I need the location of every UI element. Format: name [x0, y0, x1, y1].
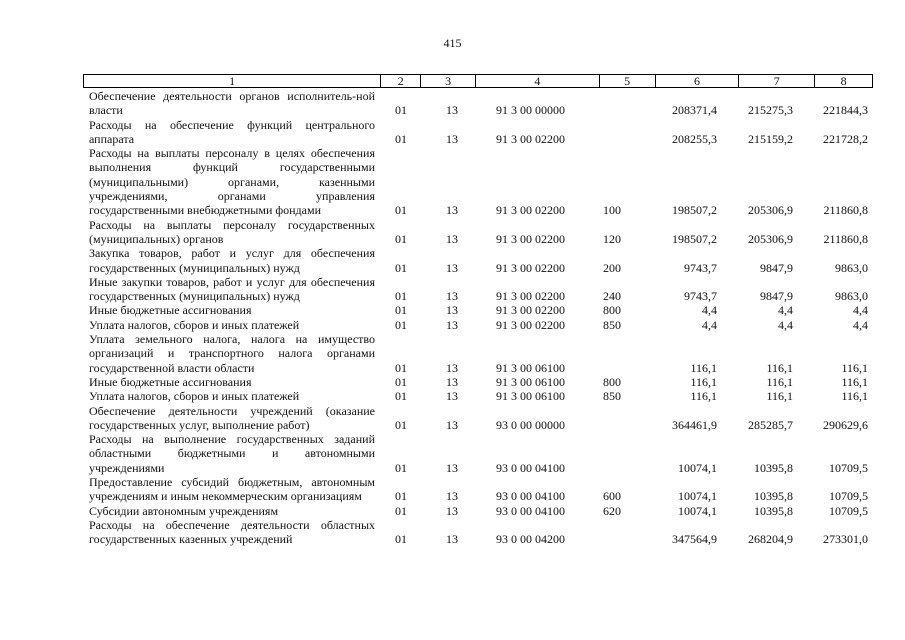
- row-name: Закупка товаров, работ и услуг для обеспечения государственных (муниципальных) нужд: [89, 246, 375, 275]
- amount-year-1: 9743,7: [684, 260, 717, 275]
- header-col-4: 4: [476, 75, 600, 87]
- target-article-code: 91 3 00 06100: [496, 374, 565, 389]
- subsection-code: 13: [446, 303, 458, 318]
- section-code: 01: [395, 489, 407, 504]
- header-col-1: 1: [84, 75, 381, 87]
- amount-year-1: 10074,1: [678, 460, 717, 475]
- amount-year-1: 9743,7: [684, 289, 717, 304]
- subsection-code: 13: [446, 317, 458, 332]
- amount-year-2: 4,4: [778, 317, 793, 332]
- table-row: [0, 504, 905, 518]
- amount-year-1: 4,4: [702, 303, 717, 318]
- row-name: Субсидии автономным учреждениям: [89, 503, 279, 518]
- amount-year-2: 10395,8: [754, 460, 793, 475]
- row-name: Расходы на обеспечение функций центрального аппарата: [89, 117, 375, 146]
- table-row: [0, 389, 905, 403]
- section-code: 01: [395, 360, 407, 375]
- subsection-code: 13: [446, 360, 458, 375]
- amount-year-3: 221844,3: [823, 103, 868, 118]
- amount-year-2: 285285,7: [748, 417, 793, 432]
- row-name: Иные бюджетные ассигнования: [89, 374, 252, 389]
- header-col-3: 3: [421, 75, 476, 87]
- amount-year-1: 116,1: [690, 374, 717, 389]
- target-article-code: 91 3 00 02200: [496, 303, 565, 318]
- section-code: 01: [395, 231, 407, 246]
- amount-year-1: 10074,1: [678, 489, 717, 504]
- table-row: [0, 218, 905, 247]
- amount-year-2: 4,4: [778, 303, 793, 318]
- subsection-code: 13: [446, 460, 458, 475]
- amount-year-2: 9847,9: [760, 289, 793, 304]
- row-name: Расходы на выплаты персоналу в целях обеспечения выполнения функций государственными (муниципальными) органами, казенными учреждениями, органами управления государственными внебюджетными фондами: [89, 146, 375, 218]
- row-name: Обеспечение деятельности учреждений (оказание государственных услуг, выполнение работ): [89, 403, 375, 432]
- expense-type-code: 800: [603, 374, 621, 389]
- amount-year-1: 347564,9: [672, 532, 717, 547]
- table-row: [0, 375, 905, 389]
- subsection-code: 13: [446, 231, 458, 246]
- table-row: [0, 432, 905, 475]
- target-article-code: 91 3 00 02200: [496, 131, 565, 146]
- amount-year-3: 116,1: [841, 389, 868, 404]
- table-row: [0, 475, 905, 504]
- expense-type-code: 100: [603, 203, 621, 218]
- row-name: Расходы на обеспечение деятельности областных государственных казенных учреждений: [89, 517, 375, 547]
- amount-year-3: 211860,8: [823, 203, 868, 218]
- section-code: 01: [395, 460, 407, 475]
- header-col-8: 8: [840, 74, 847, 88]
- expense-type-code: 850: [603, 317, 621, 332]
- expense-type-code: 850: [603, 389, 621, 404]
- row-name: Иные бюджетные ассигнования: [89, 303, 252, 318]
- amount-year-1: 4,4: [702, 317, 717, 332]
- amount-year-2: 215275,3: [748, 103, 793, 118]
- row-name: Предоставление субсидий бюджетным, автономным учреждениям и иным некоммерческим организациям: [89, 475, 375, 504]
- amount-year-3: 10709,5: [829, 489, 868, 504]
- table-row: [0, 518, 905, 547]
- subsection-code: 13: [446, 503, 458, 518]
- amount-year-3: 9863,0: [835, 289, 868, 304]
- amount-year-3: 9863,0: [835, 260, 868, 275]
- table-header: [83, 74, 873, 88]
- amount-year-3: 273301,0: [823, 532, 868, 547]
- amount-year-1: 208371,4: [672, 103, 717, 118]
- target-article-code: 91 3 00 02200: [496, 203, 565, 218]
- table-row: [0, 246, 905, 275]
- amount-year-3: 290629,6: [823, 417, 868, 432]
- expense-type-code: 240: [603, 289, 621, 304]
- amount-year-1: 364461,9: [672, 417, 717, 432]
- target-article-code: 93 0 00 04200: [496, 532, 565, 547]
- table-body: [0, 89, 905, 547]
- target-article-code: 91 3 00 02200: [496, 317, 565, 332]
- amount-year-3: 10709,5: [829, 503, 868, 518]
- amount-year-2: 215159,2: [748, 131, 793, 146]
- target-article-code: 93 0 00 00000: [496, 417, 565, 432]
- subsection-code: 13: [446, 374, 458, 389]
- section-code: 01: [395, 260, 407, 275]
- header-col-6: 6: [656, 75, 740, 87]
- amount-year-2: 116,1: [766, 389, 793, 404]
- expense-type-code: 620: [603, 503, 621, 518]
- target-article-code: 93 0 00 04100: [496, 489, 565, 504]
- amount-year-1: 10074,1: [678, 503, 717, 518]
- target-article-code: 93 0 00 04100: [496, 503, 565, 518]
- header-col-7: 7: [739, 75, 815, 87]
- section-code: 01: [395, 131, 407, 146]
- table-row: [0, 404, 905, 433]
- subsection-code: 13: [446, 203, 458, 218]
- row-name: Уплата земельного налога, налога на имущество организаций и транспортного налога органами государственной власти области: [89, 332, 375, 375]
- amount-year-2: 10395,8: [754, 489, 793, 504]
- table-row: [0, 118, 905, 147]
- amount-year-2: 116,1: [766, 374, 793, 389]
- amount-year-1: 198507,2: [672, 203, 717, 218]
- table-row: [0, 146, 905, 217]
- section-code: 01: [395, 374, 407, 389]
- amount-year-3: 116,1: [841, 374, 868, 389]
- subsection-code: 13: [446, 489, 458, 504]
- amount-year-3: 211860,8: [823, 231, 868, 246]
- target-article-code: 91 3 00 02200: [496, 231, 565, 246]
- amount-year-1: 116,1: [690, 389, 717, 404]
- target-article-code: 91 3 00 02200: [496, 289, 565, 304]
- expense-type-code: 200: [603, 260, 621, 275]
- section-code: 01: [395, 389, 407, 404]
- row-name: Иные закупки товаров, работ и услуг для обеспечения государственных (муниципальных) нужд: [89, 274, 375, 304]
- table-row: [0, 303, 905, 317]
- target-article-code: 91 3 00 06100: [496, 360, 565, 375]
- target-article-code: 93 0 00 04100: [496, 460, 565, 475]
- section-code: 01: [395, 303, 407, 318]
- expense-type-code: 600: [603, 489, 621, 504]
- amount-year-2: 268204,9: [748, 532, 793, 547]
- expense-type-code: 800: [603, 303, 621, 318]
- table-row: [0, 318, 905, 332]
- amount-year-1: 208255,3: [672, 131, 717, 146]
- subsection-code: 13: [446, 532, 458, 547]
- table-row: [0, 332, 905, 375]
- subsection-code: 13: [446, 260, 458, 275]
- amount-year-2: 116,1: [766, 360, 793, 375]
- amount-year-3: 116,1: [841, 360, 868, 375]
- amount-year-3: 10709,5: [829, 460, 868, 475]
- row-name: Расходы на выполнение государственных заданий областными бюджетными и автономными учреждениями: [89, 432, 375, 475]
- section-code: 01: [395, 503, 407, 518]
- row-name: Обеспечение деятельности органов исполнитель-ной власти: [89, 89, 375, 118]
- subsection-code: 13: [446, 417, 458, 432]
- amount-year-2: 205306,9: [748, 231, 793, 246]
- header-col-2: 2: [381, 75, 421, 87]
- subsection-code: 13: [446, 389, 458, 404]
- row-name: Уплата налогов, сборов и иных платежей: [89, 389, 300, 404]
- amount-year-3: 4,4: [853, 317, 868, 332]
- row-name: Расходы на выплаты персоналу государственных (муниципальных) органов: [89, 217, 375, 246]
- table-row: [0, 275, 905, 304]
- amount-year-1: 198507,2: [672, 231, 717, 246]
- page-number: 415: [443, 36, 462, 50]
- amount-year-2: 9847,9: [760, 260, 793, 275]
- section-code: 01: [395, 417, 407, 432]
- target-article-code: 91 3 00 02200: [496, 260, 565, 275]
- amount-year-2: 205306,9: [748, 203, 793, 218]
- table-row: [0, 89, 905, 118]
- section-code: 01: [395, 317, 407, 332]
- subsection-code: 13: [446, 103, 458, 118]
- section-code: 01: [395, 532, 407, 547]
- amount-year-3: 4,4: [853, 303, 868, 318]
- row-name: Уплата налогов, сборов и иных платежей: [89, 317, 300, 332]
- subsection-code: 13: [446, 131, 458, 146]
- header-col-5: 5: [600, 75, 656, 87]
- expense-type-code: 120: [603, 231, 621, 246]
- section-code: 01: [395, 289, 407, 304]
- target-article-code: 91 3 00 06100: [496, 389, 565, 404]
- amount-year-1: 116,1: [690, 360, 717, 375]
- section-code: 01: [395, 103, 407, 118]
- section-code: 01: [395, 203, 407, 218]
- amount-year-2: 10395,8: [754, 503, 793, 518]
- amount-year-3: 221728,2: [823, 131, 868, 146]
- target-article-code: 91 3 00 00000: [496, 103, 565, 118]
- subsection-code: 13: [446, 289, 458, 304]
